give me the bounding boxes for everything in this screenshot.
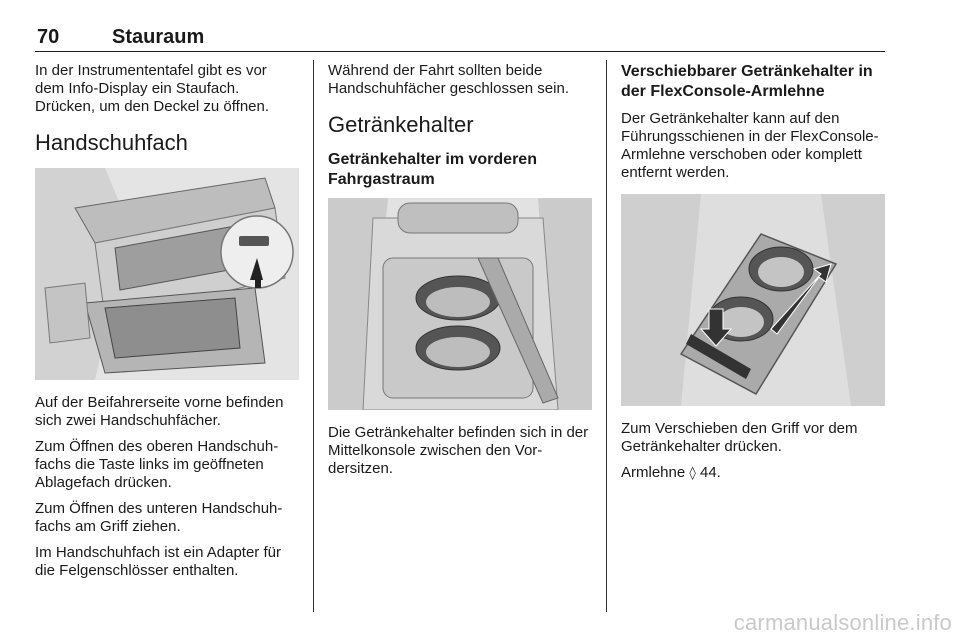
sliding-cupholder-text-2: Zum Verschieben den Griff vor dem Getränkehalter drücken. (621, 420, 858, 455)
glovebox-text-1: Auf der Beifahrerseite vorne befinden sich zwei Handschuhfächer. (35, 394, 284, 429)
column-2 (328, 62, 592, 486)
column-divider-2 (606, 60, 607, 612)
sliding-cupholder-illustration (621, 194, 885, 406)
column-divider-1 (313, 60, 314, 612)
front-cupholder-illustration (328, 198, 592, 410)
cupholder-heading: Getränkehalter (328, 112, 474, 137)
page-number: 70 (37, 26, 60, 48)
glovebox-text-2: Zum Öffnen des oberen Handschuhfachs die Taste links im geöffneten Ablagefach drücken. (35, 438, 279, 491)
page-reference-icon: ◊ (689, 466, 696, 481)
glovebox-text-3: Zum Öffnen des unteren Handschuhfachs am Griff ziehen. (35, 500, 283, 535)
glovebox-illustration (35, 168, 299, 380)
front-cupholder-subheading: Getränkehalter im vorderen Fahrgastraum (328, 151, 537, 188)
watermark: carmanualsonline.info (733, 610, 952, 635)
column-1 (35, 62, 299, 588)
glovebox-text-4: Im Handschuhfach ist ein Adapter für die Felgenschlösser enthalten. (35, 544, 281, 579)
sliding-cupholder-text-1: Der Getränkehalter kann auf den Führungsschienen in der FlexConsole-Armlehne verschoben oder komplett entfernt werden. (621, 110, 879, 181)
stowage-intro-text: In der Instrumententafel gibt es vor dem Info-Display ein Staufach. Drücken, um den Deckel zu öffnen. (35, 62, 270, 115)
armrest-reference (621, 464, 885, 483)
column-3 (621, 62, 885, 491)
section-title: Stauraum (112, 26, 205, 48)
armrest-reference-page[interactable]: 44. (699, 464, 721, 481)
header-rule (35, 51, 885, 52)
sliding-cupholder-subheading: Verschiebbarer Getränkehalter in der FlexConsole-Armlehne (621, 63, 873, 100)
glovebox-heading: Handschuhfach (35, 130, 188, 155)
glovebox-driving-note: Während der Fahrt sollten beide Handschuhfächer geschlossen sein. (328, 62, 569, 97)
front-cupholder-text: Die Getränkehalter befinden sich in der Mittelkonsole zwischen den Vordersitzen. (328, 424, 589, 477)
armrest-reference-label: Armlehne (621, 464, 686, 481)
